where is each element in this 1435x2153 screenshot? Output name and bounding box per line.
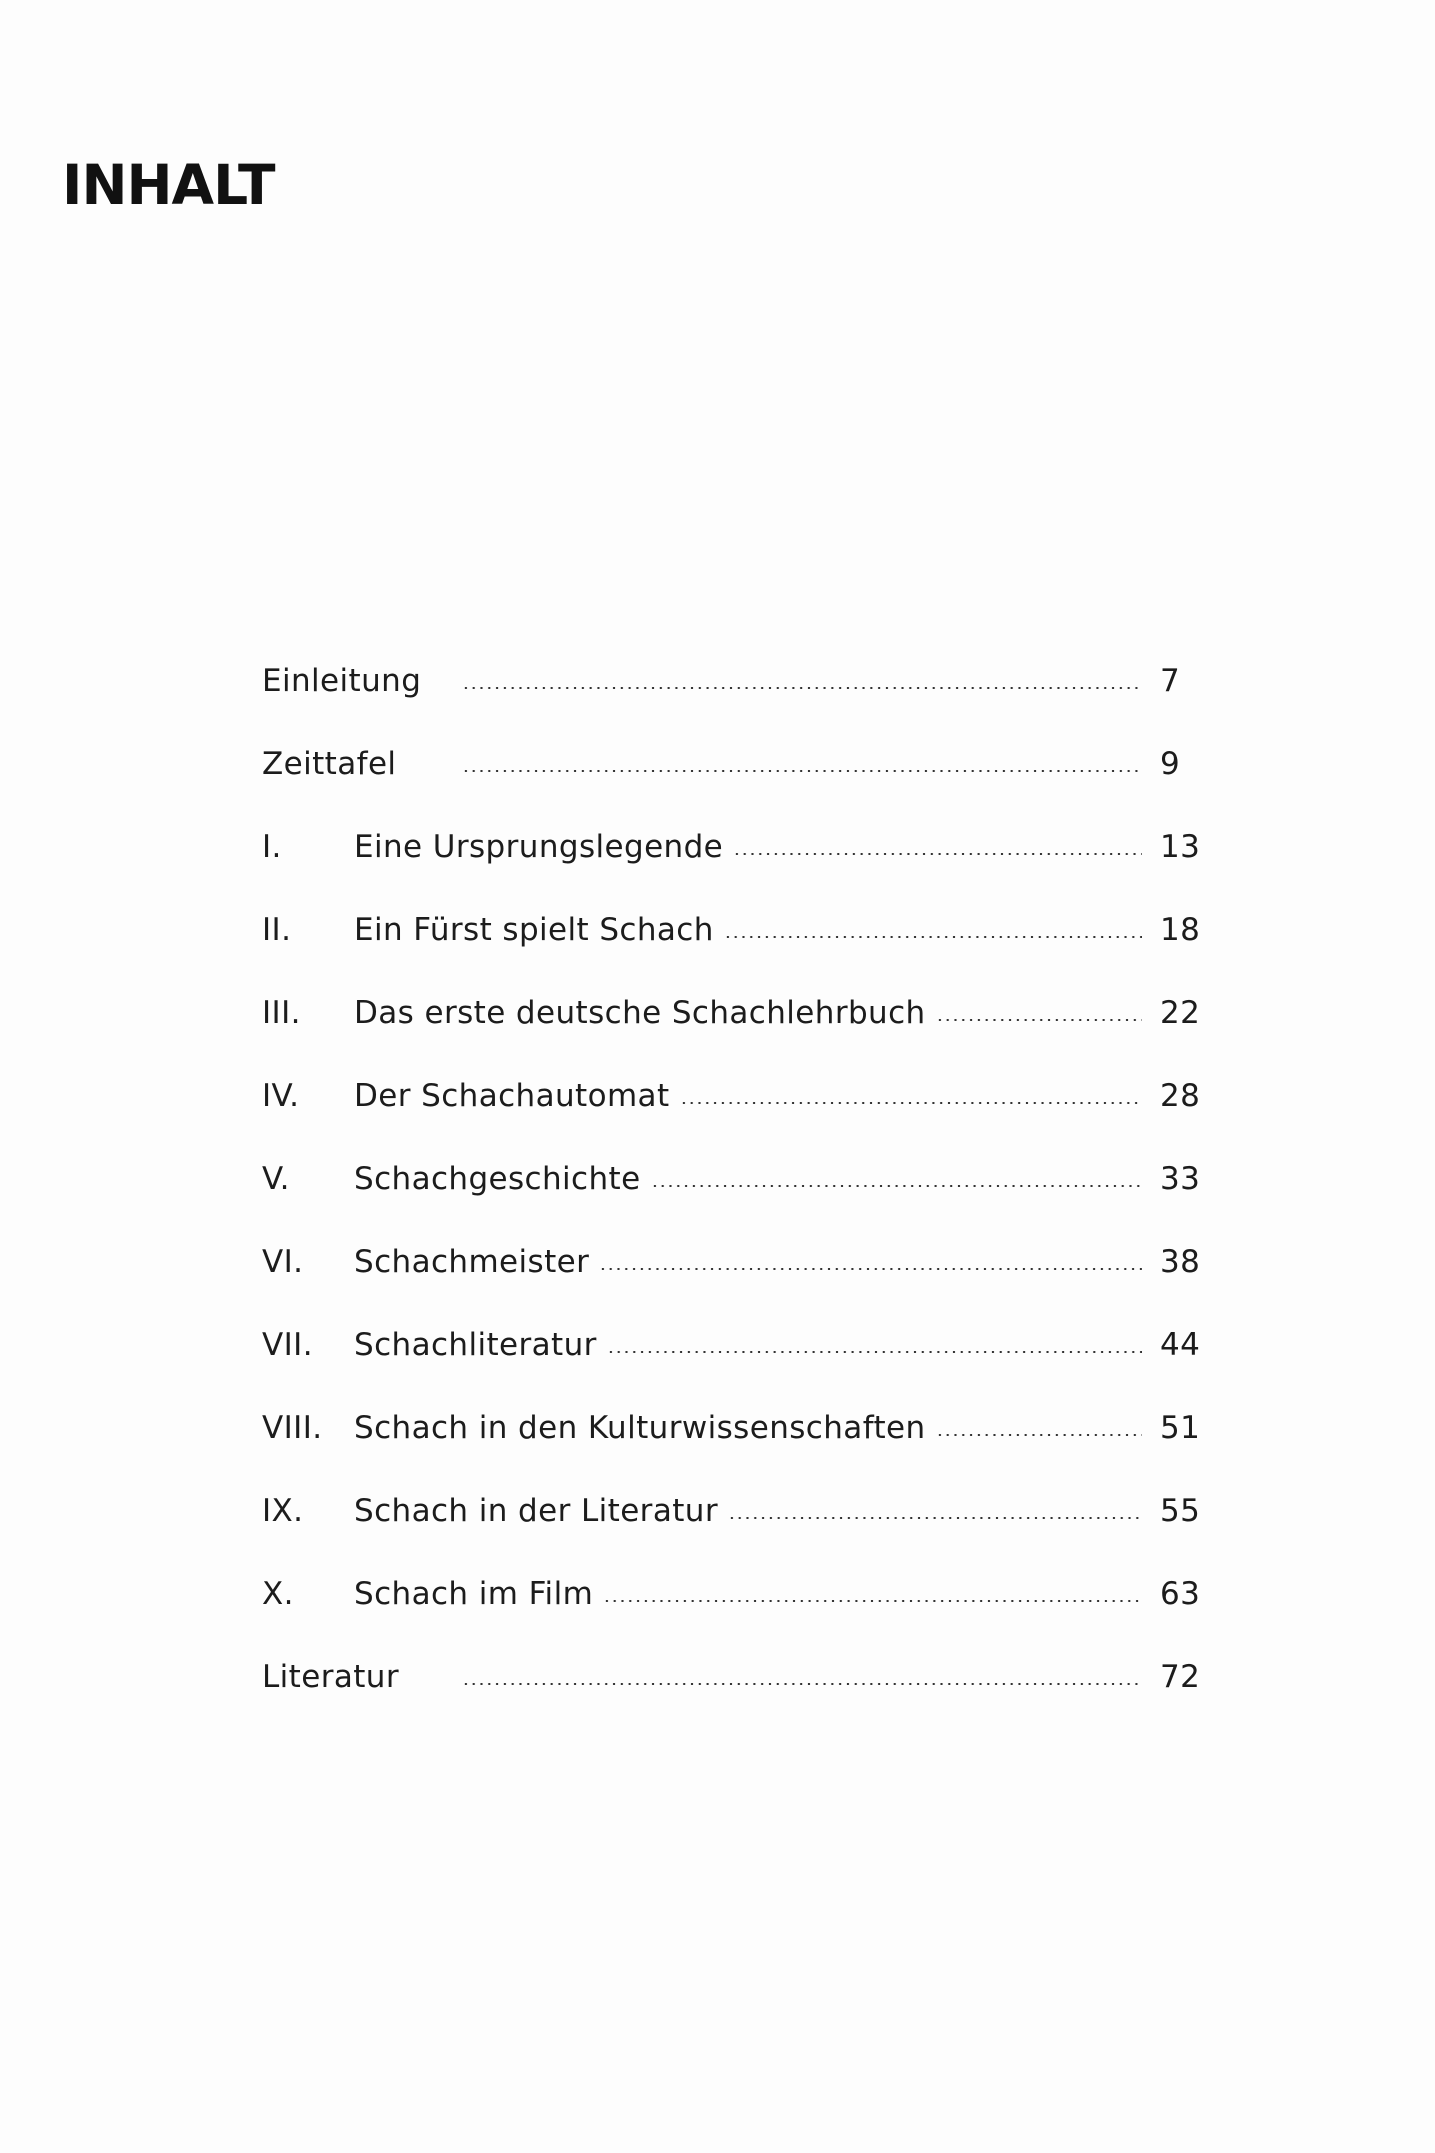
toc-entry-page: 13 [1160, 829, 1201, 865]
chapter-number: IV. [262, 1078, 300, 1114]
toc-entry-label: Zeittafel [262, 746, 397, 782]
dot-leader [462, 1683, 1142, 1685]
toc-entry-label: Schachgeschichte [354, 1161, 641, 1197]
toc-entry-page: 18 [1160, 912, 1201, 948]
toc-entry-einleitung [262, 640, 1210, 723]
toc-entry-page: 44 [1160, 1327, 1201, 1363]
toc-entry-chapter-8 [262, 1387, 1210, 1470]
toc-entry-chapter-1 [262, 806, 1210, 889]
dot-leader [462, 687, 1142, 689]
dot-leader [936, 1019, 1142, 1021]
dot-leader [462, 770, 1142, 772]
toc-entry-literatur [262, 1636, 1210, 1719]
dot-leader [936, 1434, 1142, 1436]
toc-entry-chapter-10 [262, 1553, 1210, 1636]
toc-entry-zeittafel [262, 723, 1210, 806]
toc-entry-label: Das erste deutsche Schachlehrbuch [354, 995, 926, 1031]
dot-leader [607, 1351, 1142, 1353]
toc-entry-label: Schachmeister [354, 1244, 590, 1280]
toc-entry-chapter-2 [262, 889, 1210, 972]
toc-entry-label: Schach in den Kulturwissenschaften [354, 1410, 926, 1446]
chapter-number: III. [262, 995, 301, 1031]
toc-entry-chapter-9 [262, 1470, 1210, 1553]
chapter-number: II. [262, 912, 292, 948]
toc-entry-page: 22 [1160, 995, 1201, 1031]
dot-leader [733, 853, 1142, 855]
dot-leader [603, 1600, 1142, 1602]
chapter-number: X. [262, 1576, 294, 1612]
toc-entry-chapter-4 [262, 1055, 1210, 1138]
toc-entry-label: Schach im Film [354, 1576, 594, 1612]
toc-entry-page: 63 [1160, 1576, 1201, 1612]
toc-entry-page: 51 [1160, 1410, 1201, 1446]
page-title: INHALT [62, 153, 275, 217]
toc-entry-label: Eine Ursprungslegende [354, 829, 724, 865]
toc-entry-page: 55 [1160, 1493, 1201, 1529]
toc-entry-page: 28 [1160, 1078, 1201, 1114]
chapter-number: V. [262, 1161, 290, 1197]
toc-entry-page: 38 [1160, 1244, 1201, 1280]
toc-entry-page: 33 [1160, 1161, 1201, 1197]
chapter-number: IX. [262, 1493, 304, 1529]
chapter-number: VI. [262, 1244, 304, 1280]
chapter-number: I. [262, 829, 282, 865]
toc-entry-label: Einleitung [262, 663, 422, 699]
toc-entry-label: Schach in der Literatur [354, 1493, 718, 1529]
toc-entry-label: Ein Fürst spielt Schach [354, 912, 714, 948]
dot-leader [680, 1102, 1142, 1104]
chapter-number: VIII. [262, 1410, 323, 1446]
chapter-number: VII. [262, 1327, 313, 1363]
dot-leader [651, 1185, 1142, 1187]
toc-entry-page: 9 [1160, 746, 1181, 782]
toc-entry-label: Schachliteratur [354, 1327, 597, 1363]
toc-entry-chapter-7 [262, 1304, 1210, 1387]
toc-entry-chapter-5 [262, 1138, 1210, 1221]
toc-entry-page: 72 [1160, 1659, 1201, 1695]
toc-entry-label: Der Schachautomat [354, 1078, 670, 1114]
toc-entry-chapter-3 [262, 972, 1210, 1055]
toc-entry-page: 7 [1160, 663, 1181, 699]
dot-leader [599, 1268, 1142, 1270]
toc-entry-label: Literatur [262, 1659, 399, 1695]
dot-leader [724, 936, 1142, 938]
toc-entry-chapter-6 [262, 1221, 1210, 1304]
dot-leader [728, 1517, 1142, 1519]
table-of-contents [262, 640, 1210, 1719]
